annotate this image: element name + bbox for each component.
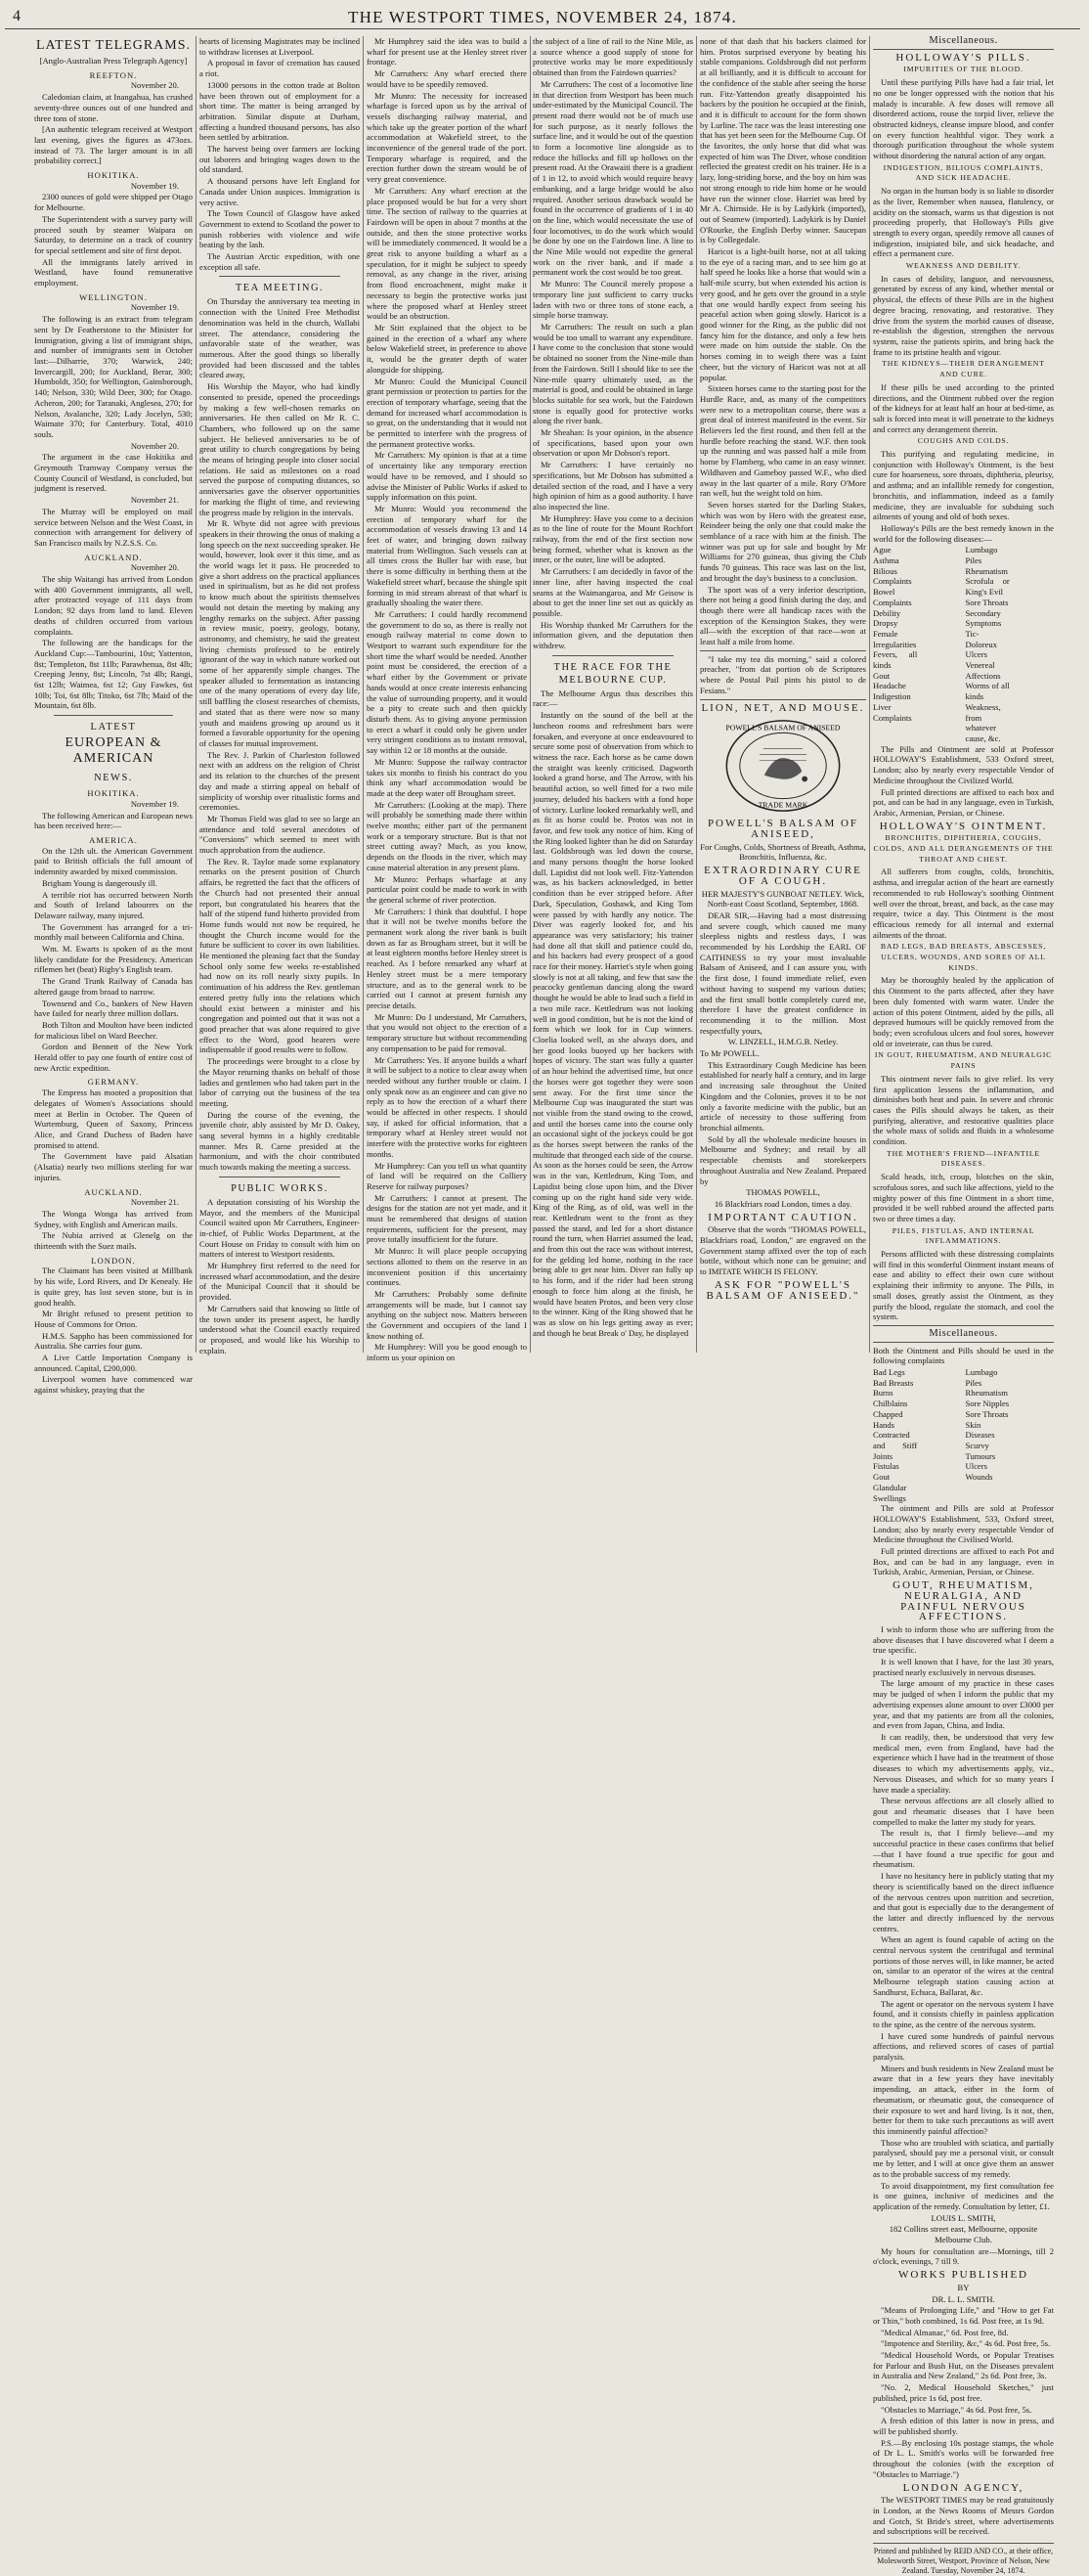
article-paragraph: Mr Carruthers: The cost of a locomotive line in that direction from Westport has been much under-estimated by the Municipal Council. The present road there would not be of much use for such purpose, as it nearly follows the surface line, and it would be out of the question to form a locomotive line alongside as to reduce the hillocks and fill up hollows on the present road. At the Orawaiti there is a gradient of 1 in 12, to avoid which would require heavy embanking, and a large bridge would be also required. Another serious drawback would be found in the occurrence of gradients of 1 in 40 on the line, which would necessitate the use of four locomotives, to do the work which would be done by one on the Fairdown line. A line to the Nine Mile would not expedite the general work on the river bank, and if made a permanent work the cost would be too great.: [533, 78, 693, 278]
ad-text: These nervous affections are all closely allied to gout and rheumatic diseases that I have been compelled to make the latter my study for years.: [873, 1796, 1054, 1827]
news-paragraph: Mr Bright refused to present petition to House of Commons for Orton.: [34, 1309, 193, 1329]
ad-text: The Pills and Ointment are sold at Professor HOLLOWAY'S Establishment, 533 Oxford street, London; also by nearly every respectable Vendor of Medicine throughout the Civilized World.: [873, 743, 1054, 785]
article-paragraph: His Worship thanked Mr Carruthers for the information given, and the deputation then withdrew.: [533, 619, 693, 651]
list-item: Lumbago: [965, 545, 998, 555]
lion-figure: [764, 758, 802, 779]
ad-text: "Means of Prolonging Life," and "How to get Fat or Thin," both combined, 1s 6d. Post free, at 1s 9d.: [873, 2305, 1054, 2326]
article-heading: TEA MEETING.: [235, 283, 325, 294]
trade-mark-seal: [721, 717, 845, 815]
news-paragraph: H.M.S. Sappho has been commissioned for Australia. She carries four guns.: [34, 1330, 193, 1352]
divider: [54, 715, 173, 716]
section-heading: NEWS.: [94, 773, 133, 784]
ad-text: A fresh edition of this latter is now in press, and will be published shortly.: [873, 2416, 1054, 2436]
list-item: Rheumatism: [965, 565, 1008, 576]
list-item: Skin Diseases: [965, 1419, 995, 1441]
list-item: Female Irregularities: [873, 628, 917, 649]
article-paragraph: Mr Humphrey first referred to the need for increased wharf accommodation, and the desire of the Municipal Council that it should be provided.: [199, 1261, 360, 1303]
ad-text: May be thoroughly healed by the application of this Ointment to the parts affected, after they have been duly fomented with warm water. Under the action of this potent Ointment, aided by the pills, all depraved humours will be quickly removed from the body; even scrofulous ulcers and foul sores, however old or inveterate, can thus be cured.: [873, 975, 1054, 1048]
complaint-list-left: [873, 1367, 962, 1503]
list-item: Debility: [873, 607, 901, 618]
ad-text: For Coughs, Colds, Shortness of Breath, Asthma, Bronchitis, Influenza, &c.: [700, 841, 866, 863]
list-item: Contracted and Stiff Joints: [873, 1430, 918, 1461]
article-paragraph: Mr Carruthers: (Looking at the map). There will probably be something made there within twelve months; either part of the permanent work or a temporary structure. But is that not street cutting away? Much, as you know, depends on the floods in the river, which may cause material alteration in any present plans.: [367, 799, 527, 872]
article-paragraph: Mr Carruthers: I think that doubtful. I hope that it will not be twelve months before the permanent work along the river bank is built down as far as Brougham street, but it will be at least eighteen months before Henley street is reached. As I before remarked any wharf at Henley street must be a mere temporary structure, and as to the general work to be carried out I cannot at present furnish any precise details.: [367, 906, 527, 1010]
news-paragraph: A terrible riot has occurred between North and South of Ireland labourers on the Delaware railway, many injured.: [34, 889, 193, 920]
list-item: Ulcers: [965, 1461, 987, 1472]
page-number: 4: [13, 8, 21, 24]
ad-text: Holloway's Pills are the best remedy known in the world for the following diseases:—: [873, 522, 1054, 544]
news-paragraph: The Government have paid Alsatian (Alsatia) nearly two millions sterling for war injuries.: [34, 1151, 193, 1182]
news-paragraph: Brigham Young is dangerously ill.: [42, 877, 157, 888]
complaint-list: [873, 1367, 1054, 1503]
news-paragraph: Liverpool women have commenced war against whiskey, praying that the: [34, 1374, 193, 1396]
ad-subheading: THE MOTHER'S FRIEND—INFANTILE DISEASES.: [887, 1148, 1040, 1169]
article-paragraph: Mr R. Whyte did not agree with previous speakers in their throwing the onus of making a long speech on the next succeeding speaker. He would, however, look over it this time, and as the world wags let it pass. He proceeded to give a short address on the practical appliances used in spiritualism, but as he did not profess to know much about the spiritists themselves would not detain the meeting by making any lengthy remarks on the subject. After passing in review music, poetry, geology, botany, astronomy, and chemistry, he said the greatest living chemists professed to be entirely ignorant of the way in which nature worked out some of her apparently simple changes. The speaker alluded to fermentation as instancing one of the many operations of every day life, still baffling the closest researches of chemists, and stated that as there were now so many youth and maidens growing up around us it formed a favorable opportunity for the opening of classes for mutual improvement.: [199, 518, 360, 748]
list-item: Headache: [873, 681, 906, 691]
news-paragraph: All the immigrants lately arrived in Westland, have found remunerative employment.: [34, 256, 193, 289]
list-item: Sore Nipples: [965, 1399, 1010, 1409]
ad-text: This purifying and regulating medicine, in conjunction with Holloway's Ointment, is the best cure for hoarseness, sore throats, diphtheria, pleurisy, and asthma; and an infallible remedy for congestion, bronchitis, and inflammation, indeed as a family medicine, they are invaluable for subduing such ailments of young and old of both sexes.: [873, 449, 1054, 522]
news-paragraph: A Live Cattle Importation Company is announced. Capital, £200,000.: [34, 1353, 193, 1373]
news-paragraph: The Claimant has been visited at Millbank by his wife, Lord Rivers, and Dr Kenealy. He is quite grey, has lost seven stone, but is in good health.: [34, 1266, 193, 1308]
article-paragraph: The proceedings were brought to a close by the Mayor returning thanks on behalf of those ladies and gentlemen who had taken part in the labor of carrying out the business of the tea meeting.: [199, 1056, 360, 1108]
article-paragraph: On Thursday the anniversary tea meeting in connection with the United Free Methodist denomination was held in the church, Wallabi street. The attendance, considering the unfavorable state of the weather, was numerous. After the good things so liberally provided had been discussed and the tables cleared away,: [199, 296, 360, 380]
article-paragraph: The Rev. J. Parkin of Charleston followed next with an address on the religion of Christ and its relation to the churches of the present day and made a stirring appeal on behalf of simplicity of worship over ritualistic forms and ceremonies.: [199, 749, 360, 813]
ad-text: No organ in the human body is so liable to disorder as the liver, Remember when nausea, flatulency, or acidity on the stomach, warns us that digestion is not proceeding properly, that Holloway's Pills give strength to every organ, speedily remove all causes of indigestion, insipiated bile, and sick headache, and effect a permanent cure.: [873, 186, 1054, 259]
article-paragraph: Mr Munro: Could the Municipal Council grant permission or protection to parties for the erection of temporary wharfage, seeing that the demand for increased wharf accommodation is so great, on the understanding that it would not be permitted to interfere with the progress of the permanent protective works.: [367, 376, 527, 449]
news-paragraph: The following American and European news has been received here:—: [34, 810, 193, 831]
ad-text: "No. 2, Medical Household Sketches," just published, price 1s 6d, post free.: [873, 2382, 1054, 2403]
article-paragraph: Mr Carruthers: My opinion is that at a time of uncertainty like any temporary erection would have to be removed, and I should so advise the Minister of Public Works if asked to supply information on this point.: [367, 450, 527, 503]
news-paragraph: The Grand Trunk Railway of Canada has altered gauge from broad to narrow.: [34, 976, 193, 997]
ad-text: The result is, that I firmly believe—and my successful practice in these cases confirms that belief—that I have found a true specific for gout and rheumatism.: [873, 1828, 1054, 1870]
news-paragraph: The ship Waitangi has arrived from London with 400 Government immigrants, all well, after protracted voyage of 111 days from London; 92 days from land to land. Eleven deaths of children occurred from various complaints.: [34, 574, 193, 637]
list-item: Fevers, all kinds: [873, 649, 918, 671]
list-item: Chilblains: [873, 1399, 908, 1409]
ad-text: I have cured some hundreds of painful nervous affections, and relieved scores of cases of partial paralysis.: [873, 2030, 1054, 2063]
ad-subheading: IMPURITIES OF THE BLOOD.: [903, 65, 1024, 74]
ad-text: DEAR SIR,—Having had a most distressing and severe cough, which caused me many sleepless nights and restless days, I was recommended by his Lordship the EARL OF CAITHNESS to try your most invaluable Balsam of Aniseed, and I can assure you, with the first dose, I found immediate relief, even without having to suspend my various duties; and the first small bottle completely cured me, therefore I have the greatest confidence in recommending it to the million. Most respectfully yours,: [700, 910, 866, 1036]
dateline-place: LONDON.: [91, 1255, 136, 1266]
ad-text: It is well known that I have, for the last 30 years, practised nearly exclusively in nervous diseases.: [873, 1657, 1054, 1677]
news-paragraph: The Murray will be employed on mail service between Nelson and the West Coast, in connection with arrangement for delivery of San Francisco mails by N.Z.S.S. Co.: [34, 506, 193, 548]
list-item: Chapped Hands: [873, 1408, 903, 1430]
dateline-place: GERMANY.: [87, 1077, 140, 1088]
list-item: Bowel Complaints: [873, 587, 912, 607]
ad-text: This ointment never fails to give relief. Its very first application lessens the inflammation, and diminishes both heat and pain. In severe and chronic cases the Pills should always be taken, as their purifying, alterative, and restorative qualities place the whole mass of solids and fluids in a wholesome condition.: [873, 1073, 1054, 1147]
list-item: Asthma: [873, 555, 899, 566]
article-paragraph: Mr Carruthers: Yes. If anyone builds a wharf it will be subject to a notice to clear away when needed without any further trouble or claim. I only speak now as an engineer and can give no reply as to how the erection of a wharf there would be affected in other respects. I should say, if asked for official information, that a temporary wharf at Henley street would not interfere with the protective works for eighteen months.: [367, 1054, 527, 1159]
article-paragraph: The sport was of a very inferior description, there not being a good finish during the day, and though there were all handicap races with the exception of the Kensington Stakes, they were all—with the exception of that race—won at least half a mile from home.: [700, 584, 866, 647]
newspaper-title: THE WESTPORT TIMES, NOVEMBER 24, 1874.: [348, 8, 737, 26]
ad-heading: POWELL'S BALSAM OF ANISEED,: [707, 818, 859, 840]
complaint-list-right: [966, 1367, 1055, 1503]
ad-text: The ointment and Pills are sold at Professor HOLLOWAY'S Establishment, 533, Oxford street, London; also by nearly every respectable Vendor of Medicine throughout the Civilised World.: [873, 1503, 1054, 1545]
column-6: [873, 35, 1054, 2576]
column-5: [700, 36, 866, 1353]
news-paragraph: The following is an extract from telegram sent by Dr Featherstone to the Minister for Immigration, giving a list of immigrant ships, and number of immigrants sent in October last:—Dilharrie, 370; Warwick, 240; Invercargill, 200; for Auckland, Berar, 300; Humboldt, 350; for Wellington, Gainsborough, 140; Nelson, 330; Wild Deer, 300; for Otago. Acheron, 200; for Taranaki, Anglesea, 270; for Nelson, Avalanche, 320; Lady Jocelyn, 530; Waimate 370; for Canterbury. Total, 4010 souls.: [34, 314, 193, 439]
ad-text: Those who are troubled with sciatica, and partially paralysed, should pay me a personal visit, or consult me by letter, and I will at once give them an answer as to the probable success of my remedy.: [873, 2137, 1054, 2179]
anecdote: "I take my tea dis morning," said a colored preacher, "from dat portion ob de Scriptures where de Postal Pail pints his pistol to de Fesians.": [700, 653, 866, 695]
article-paragraph: During the course of the evening, the juvenile choir, ably assisted by Mr D. Oakey, sang several hymns in a highly creditable manner. Mrs R. Carne presided at the harmonium, and with the choir contributed much towards making the meeting a success.: [199, 1109, 360, 1173]
dateline-place: AUCKLAND.: [84, 1186, 143, 1197]
news-paragraph: A proposal in favor of cremation has caused a riot.: [199, 58, 360, 79]
column-2: [199, 36, 360, 1353]
dateline-place: WELLINGTON.: [79, 291, 148, 302]
article-paragraph: Mr Stitt explained that the object to be gained in the erection of a wharf any where below Wakefield street, in preference to above it, would be the greater depth of water alongside for shipping.: [367, 322, 527, 375]
ad-heading: LION, NET, AND MOUSE.: [701, 701, 865, 714]
article-paragraph: Mr Carruthers: I am decidedly in favor of the inner line, after having inspected the coal seams at the Waimangaroa, and Mr Geisow is about to get the inner line set out as quickly as possible.: [533, 566, 693, 618]
list-item: Venereal Affections: [965, 660, 1001, 681]
article-paragraph: Instantly on the sound of the bell at the luncheon rooms and refreshment bars were forsaken, and everyone at once endeavoured to secure some post of observation from which to witness the race. Each horse as he came down the straight was keenly criticised. Dagworth looked a grand horse, and The Arrow, with his beautiful action, so well fitted for a two mile journey, deluded his backers with a fond hope of victory. Lurline looked remarkably well, and as fit as horse could be. Protos was not in favor, and few took any notice of him. King of the Ring looked lighter than he did on Saturday last. Goldsbrough was led down the course, and many persons thought the horse looked dull. Lapidist did not look well. Fitz-Yattendon was, as his backers acknowledged, in better condition than he ever stripped before. After Dark, Speculation, Goshawk, and King Tom were passed by with hardly any notice. The Diver was eagerly looked for, and his appearance was very satisfactory; his trainer had done all that skill and patience could do, and his backers had every prospect of a good race for their money. Harriet's style when going slowly is not at all taking, and few that saw the peacocky gentleman dancing along the sward thought he would be able to lead such a field in a two mile race. Kettledrum was not looking well in good condition, but he is not the kind of form which we look for in Cup winners. Cloelia looked well, as she always does, and her good looks buoyed up her backers with hopes of victory. The start was fully a quarter of an hour behind the advertised time, but once the horses were got together they were soon sent away. For the first time since the Melbourne Cup was inaugurated the start was not visible from the stand owing to the crowd, and until the horses came into the course only an occasional sight of the jockeys could be got as the horses swept between the ranks of the multitude that thronged each side of the course. As soon as the horses could be seen, the Arrow was in the van, Kettledrum, King Tom, and Lapidist being close upon him, and the Diver coming up on the right hand side very wide. King of the Ring, as of old, was well in the rear. Kettledrum went to the front as they passed the stand, and led for a short distance round the turn, when Harriet assumed the lead, and from this out the race was without interest, for the gelding led home, nothing in the race being able to get near him. Diver ran fully up to his form, and if the rider had been strong enough to force him along at the finish, he would have beaten Protos, and been very close to the winner. King of the Ring showed that he was as slow on his legs getting away as ever; and though he beat Break o' Day, he displayed: [533, 710, 693, 1338]
ad-subheading: BRONCHITIS, DIPHTHERIA, COUGHS, COLDS, AND ALL DERANGEMENTS OF THE THROAT AND CHEST.: [873, 833, 1054, 864]
ad-text: 182 Collins street east, Melbourne, opposite Melbourne Club.: [889, 2224, 1038, 2245]
news-paragraph: The argument in the case Hokitika and Greymouth Tramway Company versus the County Council of Westland, is concluded, but judgment is reserved.: [34, 452, 193, 494]
ad-heading: HOLLOWAY'S PILLS.: [895, 51, 1031, 64]
article-paragraph: Mr Munro: Perhaps wharfage at any particular point could be made to work in with the general scheme of river protection.: [367, 873, 527, 905]
news-paragraph: Gordon and Bennett of the New York Herald offer to pay one fourth of entire cost of new Arctic expedition.: [34, 1042, 193, 1073]
ad-text: Both the Ointment and Pills should be used in the following complaints: [873, 1345, 1054, 1366]
news-paragraph: 2300 ounces of gold were shipped per Otago for Melbourne.: [34, 192, 193, 213]
ad-text: "Medical Household Words, or Popular Treatises for Parlour and Bush Hut, on the Diseases prevalent in Australia and New Zealand," 2s 6d. Post free, 3s.: [873, 2350, 1054, 2381]
divider: [552, 655, 674, 656]
news-paragraph: The Government has arranged for a tri-monthly mail between California and China.: [34, 921, 193, 943]
ad-signature: LOUIS L. SMITH,: [931, 2212, 996, 2223]
news-paragraph: The Nubia arrived at Glenelg on the thirteenth with the Suez mails.: [34, 1230, 193, 1252]
article-paragraph: Mr Carruthers: I have certainly no specifications, but Mr Dobson has submitted a detailed section of the road, and I have a very high opinion of him as a good authority. I have also inspected the line.: [533, 460, 693, 511]
dateline-date: November 19.: [130, 302, 179, 313]
news-paragraph: The harvest being over farmers are locking out laborers and bringing wages down to the old standard.: [199, 144, 360, 175]
article-paragraph: Mr Carruthers: Any wharf erected there would have to be speedily removed.: [367, 68, 527, 89]
list-item: Gout: [873, 670, 891, 681]
dateline-date: November 19.: [130, 180, 179, 191]
disease-list: [873, 545, 1054, 743]
ad-subheading: THE KIDNEYS—THEIR DERANGEMENT AND CURE.: [882, 359, 1045, 379]
news-paragraph: The Empress has mooted a proposition that delegates of Women's Associations should meet at Berlin in October. The Queen of Wurtemburg, Queen of Saxony, Princess Alice, and Grand Duchess of Baden have promised to attend.: [34, 1088, 193, 1150]
article-heading: PUBLIC WORKS.: [231, 1182, 328, 1194]
misc-heading: Miscellaneous.: [873, 1329, 1054, 1343]
ad-text: This Extraordinary Cough Medicine has been established for nearly half a century, and its large and increasing sale throughout the United Kingdom and the Colonies, proves it to be not only a favorite medicine with the public, but an article of necessity to those suffering from bronchial ailments.: [700, 1059, 866, 1133]
news-paragraph: Caledonian claim, at Inangahua, has crushed seventy-three ounces out of one hundred and three tons of stone.: [34, 92, 193, 123]
dateline-place: HOKITIKA.: [87, 170, 140, 181]
ad-text: DR. L. L. SMITH.: [932, 2293, 995, 2304]
list-item: Gout: [873, 1472, 891, 1483]
ad-heading: IMPORTANT CAUTION.: [708, 1211, 858, 1223]
section-heading: LATEST: [90, 722, 137, 733]
list-item: Piles: [965, 1377, 982, 1388]
ad-text: Persons afflicted with these distressing complaints will find in this wonderful Ointment instant means of ease and ability to effect their own cure without explaining their infirmity to anyone. The Pills, in small doses, greatly assist the Ointment, as they purify the blood, regulate the stomach, and cool the system.: [873, 1249, 1054, 1322]
ad-text: Miners and bush residents in New Zealand must be aware that in a few years they have inevitably impending, an attack, either in the form of rheumatism, or rheumatic gout, the consequence of their exposure to wet and hard living. Is it not, then, better for them to take such precautions as will avert this imminently painful affection?: [873, 2063, 1054, 2136]
news-paragraph: Both Tilton and Moulton have been indicted for malicious libel on Ward Beecher.: [34, 1019, 193, 1041]
list-item: Piles: [965, 555, 982, 566]
article-paragraph: Mr Munro: Would you recommend the erection of temporary wharf for the accommodation of vessels drawing 13 and 14 feet of water, and bringing down railway material from Wellington. Such vessels can at all times cross the Buller bar with ease, but there is some difficulty in berthing them at the Wakefield street wharf, because the shingle spit forming in mid stream abreast of that wharf is gradually shoaling the water there.: [367, 503, 527, 608]
column-4: [533, 36, 693, 1353]
list-item: Rheumatism: [965, 1388, 1008, 1399]
ad-text: Until these purifying Pills have had a fair trial, let no one be longer oppressed with the notion that his malady is incurable. A few doses will remove all disordered actions, rouse the torpid liver, relieve the obstructed kidneys, cleanse impure blood, and confer on every function healthful vigor. They work a thorough purification throughout the whole system without disordering the natural action of any organ.: [873, 77, 1054, 161]
mouse-figure: [802, 777, 807, 782]
article-paragraph: Mr Thomas Field was glad to see so large an attendance and told several anecdotes of "Conversions" which seemed to meet with much approbation from the audience.: [199, 813, 360, 856]
divider: [700, 650, 866, 651]
ad-text: 16 Blackfriars road London, times a day.: [714, 1198, 852, 1209]
article-paragraph: Mr Carruthers: I cannot at present. The designs for the station are not yet made, and it must be remembered that designs of station requirements, sufficient for the present, may prove totally insufficient for the future.: [367, 1192, 527, 1245]
ad-text: Full printed directions are affixed to each Pot and Box, and can be had in any language, even in Turkish, Arabic, Armenian, Persian, or Chinese.: [873, 1546, 1054, 1577]
list-item: Bad Breasts: [873, 1377, 914, 1388]
misc-heading: Miscellaneous.: [873, 36, 1054, 50]
article-paragraph: Mr Munro: Do I understand, Mr Carruthers, that you would not object to the erection of a temporary structure but without recommending any compensation to be paid for removal.: [367, 1011, 527, 1053]
article-paragraph: Mr Carruthers: The result on such a plan would be too small to warrant any expenditure. I have come to the conclusion that stone would be obtained no sooner from the Nine-mile than from the Fairdown. Still I should like to see the Nine-mile quarry ultimately used, as the material is good, and could be obtained in large blocks suitable for sea work, but the Fairdown stone is equally good for protective works along the river bank.: [533, 321, 693, 426]
ad-subheading: IN GOUT, RHEUMATISM, AND NEURALGIC PAINS: [874, 1050, 1053, 1071]
article-paragraph: Seven horses started for the Darling Stakes, which was won by Hero with the greatest ease, Reindeer being the only one that could make the semblance of a race with him at the finish. The winner was put up for sale and bought by Mr Williams for 270 guineas, thus giving the Club funds 70 guineas. This race was last on the list, and brought the day's business to a conclusion.: [700, 499, 866, 583]
dateline-place: HOKITIKA.: [87, 788, 140, 799]
article-paragraph: none of that dash that his backers claimed for him. Protos surprised everyone by beating his stable companions. Goldsbrough did not perform at all brilliantly, and it is difficult to account for the confidence of the stable after seeing the horse run. Fitz-Yattendon greatly disappointed his backers by the position he occupied at the finish, and it is difficult to account for the form shown by Lurline. The race was the least interesting one that has yet been seen for the Melbourne Cup. Of the favorites, the only horse that did what was expected of him was The Diver, whose condition reflected the greatest credit on his trainer. He is a lazy, long-striding horse, and the boy on him was not strong enough to ride him home or he would have run the winner close. Harriet was bred by Mr A. Chirnside. He is by Ladykirk (imported), out of Seamew (imported). Ladykirk is by Daniel O'Rourke, the English Derby winner. Saucepan is by Collegedale.: [700, 36, 866, 245]
ad-text: P.S.—By enclosing 10s postage stamps, the whole of Dr L. L. Smith's works will be forwarded free throughout the colonies (with the exception of "Obstacles to Marriage."): [873, 2437, 1054, 2479]
dateline-date: November 21.: [130, 495, 179, 506]
article-paragraph: Mr Carruthers: Probably some definite arrangements will be made, but I cannot say anything on the subject now. Matters between the Government and occupiers of the land I know nothing of.: [367, 1288, 527, 1341]
news-paragraph: [An authentic telegram received at Westport last evening, gives the figures as 473ozs. instead of 73. The larger amount is in all probability correct.]: [34, 124, 193, 166]
dateline-date: November 20.: [130, 80, 179, 91]
news-paragraph: Townsend and Co., bankers of New Haven have failed for nearly three million dollars.: [34, 998, 193, 1019]
news-paragraph: On the 12th ult. the American Government paid to British officials the full amount of indemnity awarded by mixed commission.: [34, 845, 193, 877]
ad-text: My hours for consultation are—Mornings, till 2 o'clock, evenings, 7 till 9.: [873, 2245, 1054, 2267]
ad-text: Full printed directions are affixed to each box and pot, and can be had in any language, even in Turkish, Arabic, Armenian, Persian, or Chinese.: [873, 786, 1054, 818]
dateline-date: November 20.: [130, 562, 179, 573]
divider: [873, 1325, 1054, 1326]
news-paragraph: Wm. M. Ewarts is spoken of as the most likely candidate for the Presidency. American riflemen bet (beat) Rigby's English team.: [34, 944, 193, 975]
list-item: Fistulas: [873, 1461, 899, 1472]
list-item: Ague: [873, 545, 892, 555]
article-heading: THE RACE FOR THE MELBOURNE CUP.: [553, 661, 673, 686]
news-paragraph: The Town Council of Glasgow have asked Government to extend to Scotland the power to punish robberies with violence and wife beating by the lash.: [199, 208, 360, 250]
list-item: Burns: [873, 1388, 893, 1399]
ad-heading: HOLLOWAY'S OINTMENT.: [879, 820, 1048, 832]
article-paragraph: Mr Humphrey: Have you come to a decision as to the line of route for the Mount Rochfort railway, from the end of the first section now being formed, whether what is known as the inner, or the outer, line will be adopted.: [533, 512, 693, 565]
column-3: [367, 36, 527, 1363]
disease-list-left: [873, 545, 962, 743]
news-paragraph: hearts of licensing Magistrates may be inclined to withdraw licenses at Liverpool.: [199, 36, 360, 57]
ad-heading: EXTRAORDINARY CURE OF A COUGH.: [704, 865, 862, 887]
ad-text: In cases of debility, languor, and nervousness, generated by excess of any kind, whether mental or physical, the effects of these Pills are in the highest degree bracing, renovating, and restorative. They drive from the system the morbid causes of disease, re-establish the digestion, strengthen the nervous system, raise the patients spirits, and bring back the frame to its pristine health and vigour.: [873, 273, 1054, 357]
ad-heading: ASK FOR "POWELL'S BALSAM OF ANISEED.": [706, 1278, 860, 1302]
list-item: Worms of all kinds: [965, 681, 1010, 702]
dateline-date: November 19.: [130, 798, 179, 809]
column-rule: [363, 36, 364, 1353]
ad-text: I wish to inform those who are suffering from the above diseases that I have discovered what I deem a true specific.: [873, 1623, 1054, 1656]
list-item: Ulcers: [965, 649, 987, 660]
article-paragraph: Mr Humphrey: Can you tell us what quantity of land will be required on the Colliery Reserve for railway purposes?: [367, 1160, 527, 1191]
ad-text: I have no hesitancy here in publicly stating that my theory is scientifically based on the direct influence of the nervous centres upon nutrition and secretion, and that gout is especially due to the derangement of the latter and directly influenced by the nervous centres.: [873, 1871, 1054, 1933]
ad-text: THOMAS POWELL,: [746, 1187, 820, 1198]
section-heading: LATEST TELEGRAMS.: [35, 38, 192, 53]
ad-text: "Impotence and Sterility, &c," 4s 6d. Post free, 5s.: [881, 2338, 1051, 2349]
article-paragraph: A deputation consisting of his Worship the Mayor, and the members of the Municipal Council waited upon Mr Carruthers, Engineer-in-chief, of Public Works Department, at the Court House on Friday to consult with him on matters of interest to Westport residents.: [199, 1196, 360, 1260]
ad-text: If these pills be used according to the printed directions, and the Ointment rubbed over the region of the kidneys for at least half an hour at bed-time, as salt is forced into meat it will penetrate to the kidneys and correct any derangement therein.: [873, 381, 1054, 434]
list-item: Dropsy: [873, 618, 898, 629]
article-paragraph: Mr Munro: It will place people occupying sections allotted to them on the reserve in an inconvenient position if this uncertainty continues.: [367, 1246, 527, 1288]
article-paragraph: Mr Humphrey said the idea was to build a wharf for present use at the Henley street river frontage.: [367, 36, 527, 67]
seal-text-bottom: TRADE MARK: [758, 800, 808, 810]
column-rule: [530, 36, 531, 1353]
imprint: Printed and published by REID AND CO., at their office, Molesworth Street, Westport, Province of Nelson, New Zealand. Tuesday, November 24, 1874.: [873, 2543, 1054, 2576]
list-item: Bilious Complaints: [873, 565, 912, 587]
ad-text: The large amount of my practice in these cases may be judged of when I inform the public that my advertising expenses alone amount to over £3000 per year, and that my patients are from all the colonies, and even from Japan, China, and India.: [873, 1678, 1054, 1731]
seal-text-top: POWELL'S BALSAM OF ANISEED: [725, 723, 841, 733]
dateline-place: AUCKLAND.: [84, 552, 143, 562]
masthead: [5, 7, 1080, 29]
ad-subheading: INDIGESTION, BILIOUS COMPLAINTS, AND SICK HEADACHE.: [883, 162, 1044, 183]
article-paragraph: The Melbourne Argus thus describes this race:—: [533, 688, 693, 709]
column-1: [34, 36, 193, 1396]
dateline-place: AMERICA.: [89, 835, 138, 845]
article-paragraph: Haricot is a light-built horse, not at all taking to the eye of a racing man, and to see him go at half speed he looks like a horse that would win a half-mile scurry, but when extended his action is very good, and he gets over the ground in a style that one would hardly expect from seeing his peaceful action when going slowly. Haricot is a good winner for the Ring, as the public did not fancy him for the distance, and only a few bets were made on him outside the stable. On the horses coming in to weigh there was a faint cheer, but the victory of Haricot was not at all popular.: [700, 246, 866, 382]
column-rule: [696, 36, 697, 1353]
article-paragraph: Sixteen horses came to the starting post for the Hurdle Race, and, as many of the competitors were new to a metropolitan course, there was a great deal of interest manifested in the event. Sir Believers led the first round, and then fell at the hurdle before reaching the stand. W.F. then took up the running and was passed half a mile from home by Flamberg, who came in an easy winner. Wildhaven and Gameboy passed W.F., who died away in the last quarter of a mile. Rory O'More ran well, but the weight told on him.: [700, 383, 866, 499]
list-item: Bad Legs: [873, 1367, 905, 1378]
section-heading: EUROPEAN & AMERICAN: [65, 735, 162, 767]
ad-heading: GOUT, RHEUMATISM, NEURALGIA, AND PAINFUL NERVOUS AFFECTIONS.: [893, 1579, 1034, 1623]
article-paragraph: Mr Carruthers: I could hardly recommend the government to do so, as there is really not enough railway material to come down to Westport to warrant such expenditure for the short time the wharf would be needed. Another point must be considered, the erection of a wharf either by the Government or private hands would at once create interests enhancing the value of surrounding property, and it would be a pity to create such and then quickly disturb them. As to giving anyone permission to erect a wharf it could only be given under very stringent conditions as to instant removal, say within 12 or 18 months at the outside.: [367, 608, 527, 756]
article-paragraph: Mr Munro: The necessity for increased wharfage is forced upon us by the arrival of vessels discharging railway material, and which take up the greater portion of the wharf accommodation at Wakefield street, to the inconvenience of the general trade of the port. Temporary wharfage is required, and the erection further down the stream would be of very great convenience.: [367, 90, 527, 185]
news-paragraph: The Superintendent with a survey party will proceed south by steamer Waipara on Saturday, to determine on a track of country for special settlement and site of first depot.: [34, 213, 193, 255]
ad-text: W. LINZELL, H.M.G.B. Netley.: [727, 1037, 839, 1047]
ad-text: "Medical Almanac," 6d. Post free, 8d.: [881, 2327, 1009, 2337]
list-item: Glandular Swellings: [873, 1482, 907, 1503]
ad-text: Sold by all the wholesale medicine houses in Melbourne and Sydney; and retail by all respectable chemists and storekeepers throughout Australia and New Zealand. Prepared by: [700, 1133, 866, 1186]
news-paragraph: The Austrian Arctic expedition, with one exception all safe.: [199, 251, 360, 272]
divider: [219, 276, 340, 277]
ad-heading: WORKS PUBLISHED: [898, 2269, 1028, 2282]
news-paragraph: 13000 persons in the cotton trade at Bolton have been thrown out of employment for a short time. The matter is being arranged by arbitration. Similar dispute at Durham, affecting a hundred thousand persons, has also been settled by arbitration.: [199, 79, 360, 143]
list-item: Sore Throats: [965, 597, 1009, 607]
ad-subheading: PILES, FISTULAS, AND INTERNAL INFLAMMATIONS.: [892, 1225, 1035, 1246]
ad-text: It can readily, then, be understood that very few medical men, even from England, have had the experience which I have had in the treatment of those diseases to which my advertisements apply, viz., Nervous Diseases, and which for so many years I have made a speciality.: [873, 1731, 1054, 1795]
ad-text: To Mr POWELL.: [700, 1048, 760, 1059]
ad-text: The agent or operator on the nervous system I have found, and it consists chiefly in painless application to the spine, as the centre of the nervous system.: [873, 1998, 1054, 2029]
dateline-date: November 20.: [130, 440, 179, 451]
article-paragraph: Mr Sheahan: Is your opinion, in the absence of specifications, based upon your own observation or upon Mr Dobson's report.: [533, 427, 693, 459]
list-item: Secondary Symptoms: [965, 607, 1002, 629]
article-paragraph: Mr Humphrey: Will you be good enough to inform us your opinion on: [367, 1342, 527, 1363]
divider: [700, 699, 866, 700]
ad-heading: LONDON AGENCY,: [902, 2481, 1024, 2494]
list-item: Tumours: [965, 1450, 996, 1461]
news-paragraph: The following are the handicaps for the Auckland Cup:—Tambourini, 10st; Yattenton, 8st; Templeton, 8st 11lb; Parawhenua, 8st 4lb; Creeping Jenny, 8st; Lincoln, 7st 4lb; Rangi, 6st 12lb; Waimea, 6st 12; Guy Fawkes, 6st 10lb; Toi, 6st 8lb; Titoko, 6st 7lb; Maid of the Mountain, 6st 8lb.: [34, 638, 193, 711]
ad-subheading: BAD LEGS, BAD BREASTS, ABSCESSES, ULCERS, WOUNDS, AND SORES OF ALL KINDS.: [880, 942, 1047, 972]
dateline-date: November 21.: [130, 1197, 179, 1208]
list-item: Wounds: [965, 1472, 993, 1483]
article-paragraph: The Rev. R. Taylor made some explanatory remarks on the present position of Church affairs, he regretted the fact that the officers of the Church had not presented their annual report, but congratulated his hearers that the half of the stipend fund hitherto provided from Home funds would not now be required, he thought the Church income would for the future be sufficient to cover its own liabilities. He mentioned the pleasing fact that the Sunday School only some few weeks re-established had now on its roll nearly sixty pupils. In continuation of his address the Rev. gentleman entered pretty fully into the relations which should exist between a minister and his congregation and pointed out that it was not a good preacher that was alone required to give effect to the Word, good hearers were indispensable if good results were to follow.: [199, 856, 360, 1055]
list-item: Lumbago: [965, 1367, 998, 1378]
list-item: Scrofula or King's Evil: [965, 576, 1010, 598]
article-paragraph: Mr Munro: The Council merely propose a temporary line just sufficient to carry trucks laden with two or three tons of stone each, a simple horse tramway.: [533, 279, 693, 321]
article-paragraph: Mr Carruthers: Any wharf erection at the place proposed would be but for a very short time. The section of railway to the quarries at Fairdown will be open in about 7 months at the outside, and then the stone protective works will be immediately commenced. It would be a great risk to anyone building a wharf as a speculation, for it might be subject to speedy removal, as any change in the river, arising from flood encroachment, might make it necessary to begin the protective works just where the proposed wharf at Henley street would be an obstruction.: [367, 185, 527, 322]
dateline-place: REEFTON.: [89, 69, 138, 80]
ad-subheading: COUGHS AND COLDS.: [917, 436, 1010, 446]
ad-text: Scald heads, itch, croup, blotches on the skin, scrofulous sores, and such like affections, yield to the mighty power of this fine Ointment in a short time, provided it be well rubbed around the affected parts two or three times a day.: [873, 1172, 1054, 1223]
ad-text: To avoid disappointment, my first consultation fee is one guinea, inclusive of medicines and the application of the remedy. Consultation by letter, £1.: [873, 2180, 1054, 2211]
list-item: Weakness, from whatever cause, &c.: [965, 701, 1001, 743]
list-item: Tic-Doloreux: [965, 628, 997, 649]
list-item: Scurvy: [965, 1441, 989, 1450]
list-item: Liver Complaints: [873, 701, 912, 723]
article-paragraph: Mr Carruthers said that knowing so little of the town under its present aspect, he hardly understood what the Council exactly required or proposed, and would like his Worship to explain.: [199, 1303, 360, 1355]
article-paragraph: His Worship the Mayor, who had kindly consented to preside, opened the proceedings by making a few well-chosen remarks on anniversaries. He then called on Mr R. C. Chambers, who followed up on the same subject. He believed anniversaries to be of great utility to church congregations by being the means of bringing people into closer social relations. He said as milestones on a road served the purpose of computing distances, so anniversaries gave the observer opportunities for marking the flight of time, and reviewing the progress made by religion in the intervals.: [199, 381, 360, 517]
article-paragraph: the subject of a line of rail to the Nine Mile, as a source whence a good supply of stone for protective works may be more expeditiously obtained than from the Fairdown quarries?: [533, 36, 693, 78]
ad-text: BY: [957, 2282, 970, 2292]
ad-text: Observe that the words "THOMAS POWELL, Blackfriars road, London," are engraved on the Government stamp affixed over the top of each bottle, without which none can be genuine; and to IMITATE WHICH IS FELONY.: [700, 1224, 866, 1277]
ad-text: HER MAJESTY'S GUNBOAT NETLEY. Wick, North-east Coast Scotland, September, 1868.: [701, 888, 865, 910]
news-paragraph: The Wonga Wonga has arrived from Sydney, with English and American mails.: [34, 1208, 193, 1229]
ad-text: All sufferers from coughs, colds, bronchitis, asthma, and irregular action of the heart are earnestly recommended to rub Holloway's soothing Ointment well over the throat, breast, and back, as the case may require, twice a day. This Ointment is the most efficacious remedy for all internal and external ailments of the throat.: [873, 866, 1054, 940]
list-item: Indigestion: [873, 691, 911, 702]
newspaper-page: [5, 3, 1084, 2576]
disease-list-right: [966, 545, 1055, 743]
list-item: Sore Throats: [965, 1408, 1009, 1419]
ad-text: The WESTPORT TIMES may be read gratuitously in London, at the News Rooms of Messrs Gordon and Gotch, St Bride's street, where advertisements and subscriptions will be received.: [873, 2495, 1054, 2537]
ad-text: When an agent is found capable of acting on the central nervous system the centrifugal and terminal portions of those nerves will, in like manner, be acted on, similar to an operator of the wires at the central Melbourne telegraph station causing action at Sandhurst, Echuca, Ballarat, &c.: [873, 1934, 1054, 1997]
news-paragraph: A thousand persons have left England for Canada under Union auspices. Immigration is very active.: [199, 176, 360, 207]
agency-line: [Anglo-Australian Press Telegraph Agency]: [39, 56, 188, 66]
ad-subheading: WEAKNESS AND DEBILITY.: [905, 261, 1022, 271]
ad-text: "Obstacles to Marriage," 4s 6d. Post free, 5s.: [881, 2404, 1032, 2415]
article-paragraph: Mr Munro: Suppose the railway contractor takes six months to finish his contract do you think any wharf accommodation would be made at the deep water off Brougham street.: [367, 756, 527, 798]
column-rule: [869, 36, 870, 1353]
